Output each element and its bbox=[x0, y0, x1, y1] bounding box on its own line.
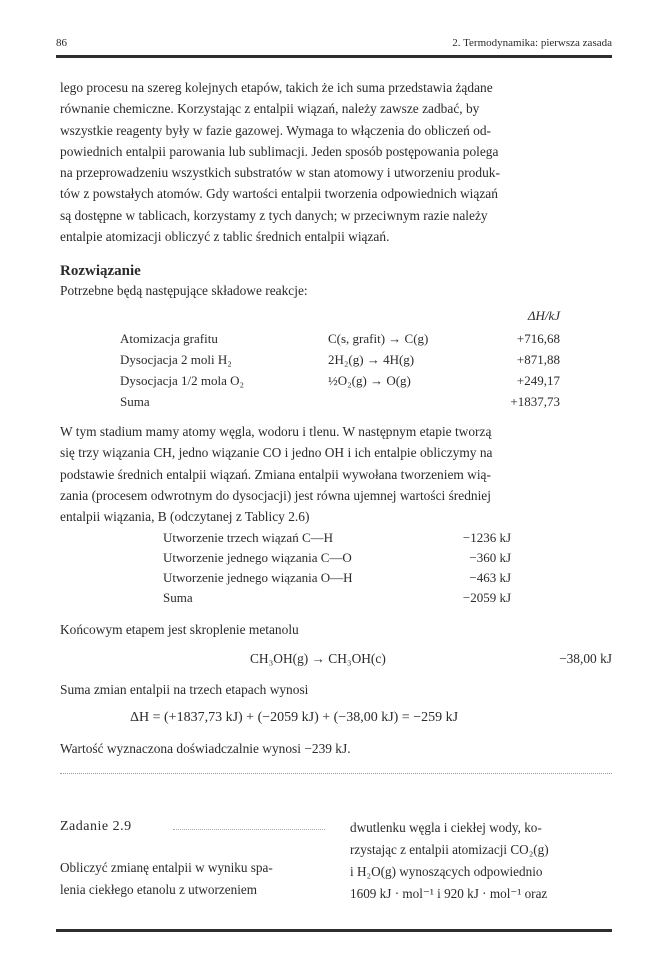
solution-intro: Potrzebne będą następujące składowe reakcje: bbox=[60, 283, 308, 298]
section-divider bbox=[60, 773, 612, 774]
text-line: W tym stadium mamy atomy węgla, wodoru i tlenu. W następnym etapie tworzą bbox=[60, 424, 492, 439]
table-row-value: −360 kJ bbox=[469, 550, 511, 565]
table-row-label: Dysocjacja 1/2 mola O₂ bbox=[120, 373, 245, 388]
exercise-left-column bbox=[60, 857, 332, 901]
table-unit-header: ΔH/kJ bbox=[527, 308, 560, 323]
text-line: entalpii wiązania, B (odczytanej z Tablicy 2.6) bbox=[60, 509, 310, 525]
final-step-text: Końcowym etapem jest skroplenie metanolu bbox=[60, 622, 299, 637]
text-line: lego procesu na szereg kolejnych etapów, takich że ich suma przedstawia żądane bbox=[60, 80, 493, 95]
total-enthalpy-equation: ΔH = (+1837,73 kJ) + (−2059 kJ) + (−38,00 kJ) = −259 kJ bbox=[130, 710, 459, 725]
bottom-rule bbox=[56, 929, 612, 932]
table-row-label: Utworzenie jednego wiązania C—O bbox=[163, 550, 352, 565]
exercise-right-column bbox=[350, 817, 618, 905]
condensation-equation: CH₃OH(g) → CH₃OH(c) bbox=[250, 651, 386, 666]
text-line: Obliczyć zmianę entalpii w wyniku spa- bbox=[60, 860, 273, 875]
table-row-value: +1837,73 bbox=[510, 394, 560, 409]
table-row-value: −2059 kJ bbox=[462, 590, 511, 605]
experimental-value-text: Wartość wyznaczona doświadczalnie wynosi −239 kJ. bbox=[60, 741, 351, 756]
text-line: zania (procesem odwrotnym do dysocjacji) jest równa ujemnej wartości średniej bbox=[60, 487, 491, 503]
table-row-label: Utworzenie jednego wiązania O—H bbox=[163, 570, 353, 585]
table-row-value: +249,17 bbox=[516, 373, 560, 388]
text-line: wszystkie reagenty były w fazie gazowej. Wymaga to włączenia do obliczeń od- bbox=[60, 122, 491, 138]
text-line: 1609 kJ · mol⁻¹ i 920 kJ · mol⁻¹ oraz bbox=[350, 886, 548, 901]
table-row-label: Atomizacja grafitu bbox=[120, 331, 218, 346]
paragraph-intro bbox=[60, 77, 612, 247]
text-line: się trzy wiązania CH, jedno wiązanie CO i jedno OH i ich entalpie obliczymy na bbox=[60, 445, 493, 461]
table-row-value: +716,68 bbox=[516, 331, 560, 346]
text-line: podstawie średnich entalpii wiązań. Zmiana entalpii wywołana tworzeniem wią- bbox=[60, 466, 491, 482]
table-row-label: Dysocjacja 2 moli H₂ bbox=[120, 352, 232, 367]
table-row-value: −463 kJ bbox=[469, 570, 511, 585]
text-line: entalpie atomizacji obliczyć z tablic średnich entalpii wiązań. bbox=[60, 229, 390, 245]
text-line: na przeprowadzeniu wszystkich substratów w stan atomowy i utworzeniu produk- bbox=[60, 165, 500, 181]
table-row-reaction: 2H₂(g) → 4H(g) bbox=[328, 352, 415, 367]
exercise-title-rule bbox=[173, 829, 325, 830]
exercise-title: Zadanie 2.9 bbox=[60, 819, 132, 834]
solution-heading: Rozwiązanie bbox=[60, 263, 141, 279]
table-row-value: −1236 kJ bbox=[462, 530, 511, 545]
sum-text: Suma zmian entalpii na trzech etapach wynosi bbox=[60, 682, 309, 697]
paragraph-bonds bbox=[60, 421, 612, 527]
table-row-label: Suma bbox=[163, 590, 193, 605]
text-line: i H₂O(g) wynoszących odpowiednio bbox=[350, 864, 543, 879]
table-row-value: +871,88 bbox=[516, 352, 560, 367]
text-line: są dostępne w tablicach, korzystamy z tych danych; w przeciwnym razie należy bbox=[60, 207, 488, 223]
text-line: tów z powstałych atomów. Gdy wartości entalpii tworzenia odpowiednich wiązań bbox=[60, 186, 498, 202]
text-line: równanie chemiczne. Korzystając z entalpii wiązań, należy zawsze zadbać, by bbox=[60, 101, 480, 117]
table-row-reaction: ½O₂(g) → O(g) bbox=[328, 373, 411, 388]
text-line: dwutlenku węgla i ciekłej wody, ko- bbox=[350, 820, 542, 835]
text-line: rzystając z entalpii atomizacji CO₂(g) bbox=[350, 842, 549, 857]
table-row-label: Suma bbox=[120, 394, 150, 409]
top-rule bbox=[56, 55, 612, 58]
running-head: 2. Termodynamika: pierwsza zasada bbox=[452, 37, 612, 49]
text-line: lenia ciekłego etanolu z utworzeniem bbox=[60, 882, 257, 897]
table-row-reaction: C(s, grafit) → C(g) bbox=[328, 331, 429, 346]
text-line: powiednich entalpii parowania lub sublimacji. Jeden sposób postępowania polega bbox=[60, 143, 499, 159]
condensation-value: −38,00 kJ bbox=[559, 651, 612, 666]
page-number: 86 bbox=[56, 37, 67, 49]
table-row-label: Utworzenie trzech wiązań C—H bbox=[163, 530, 334, 545]
